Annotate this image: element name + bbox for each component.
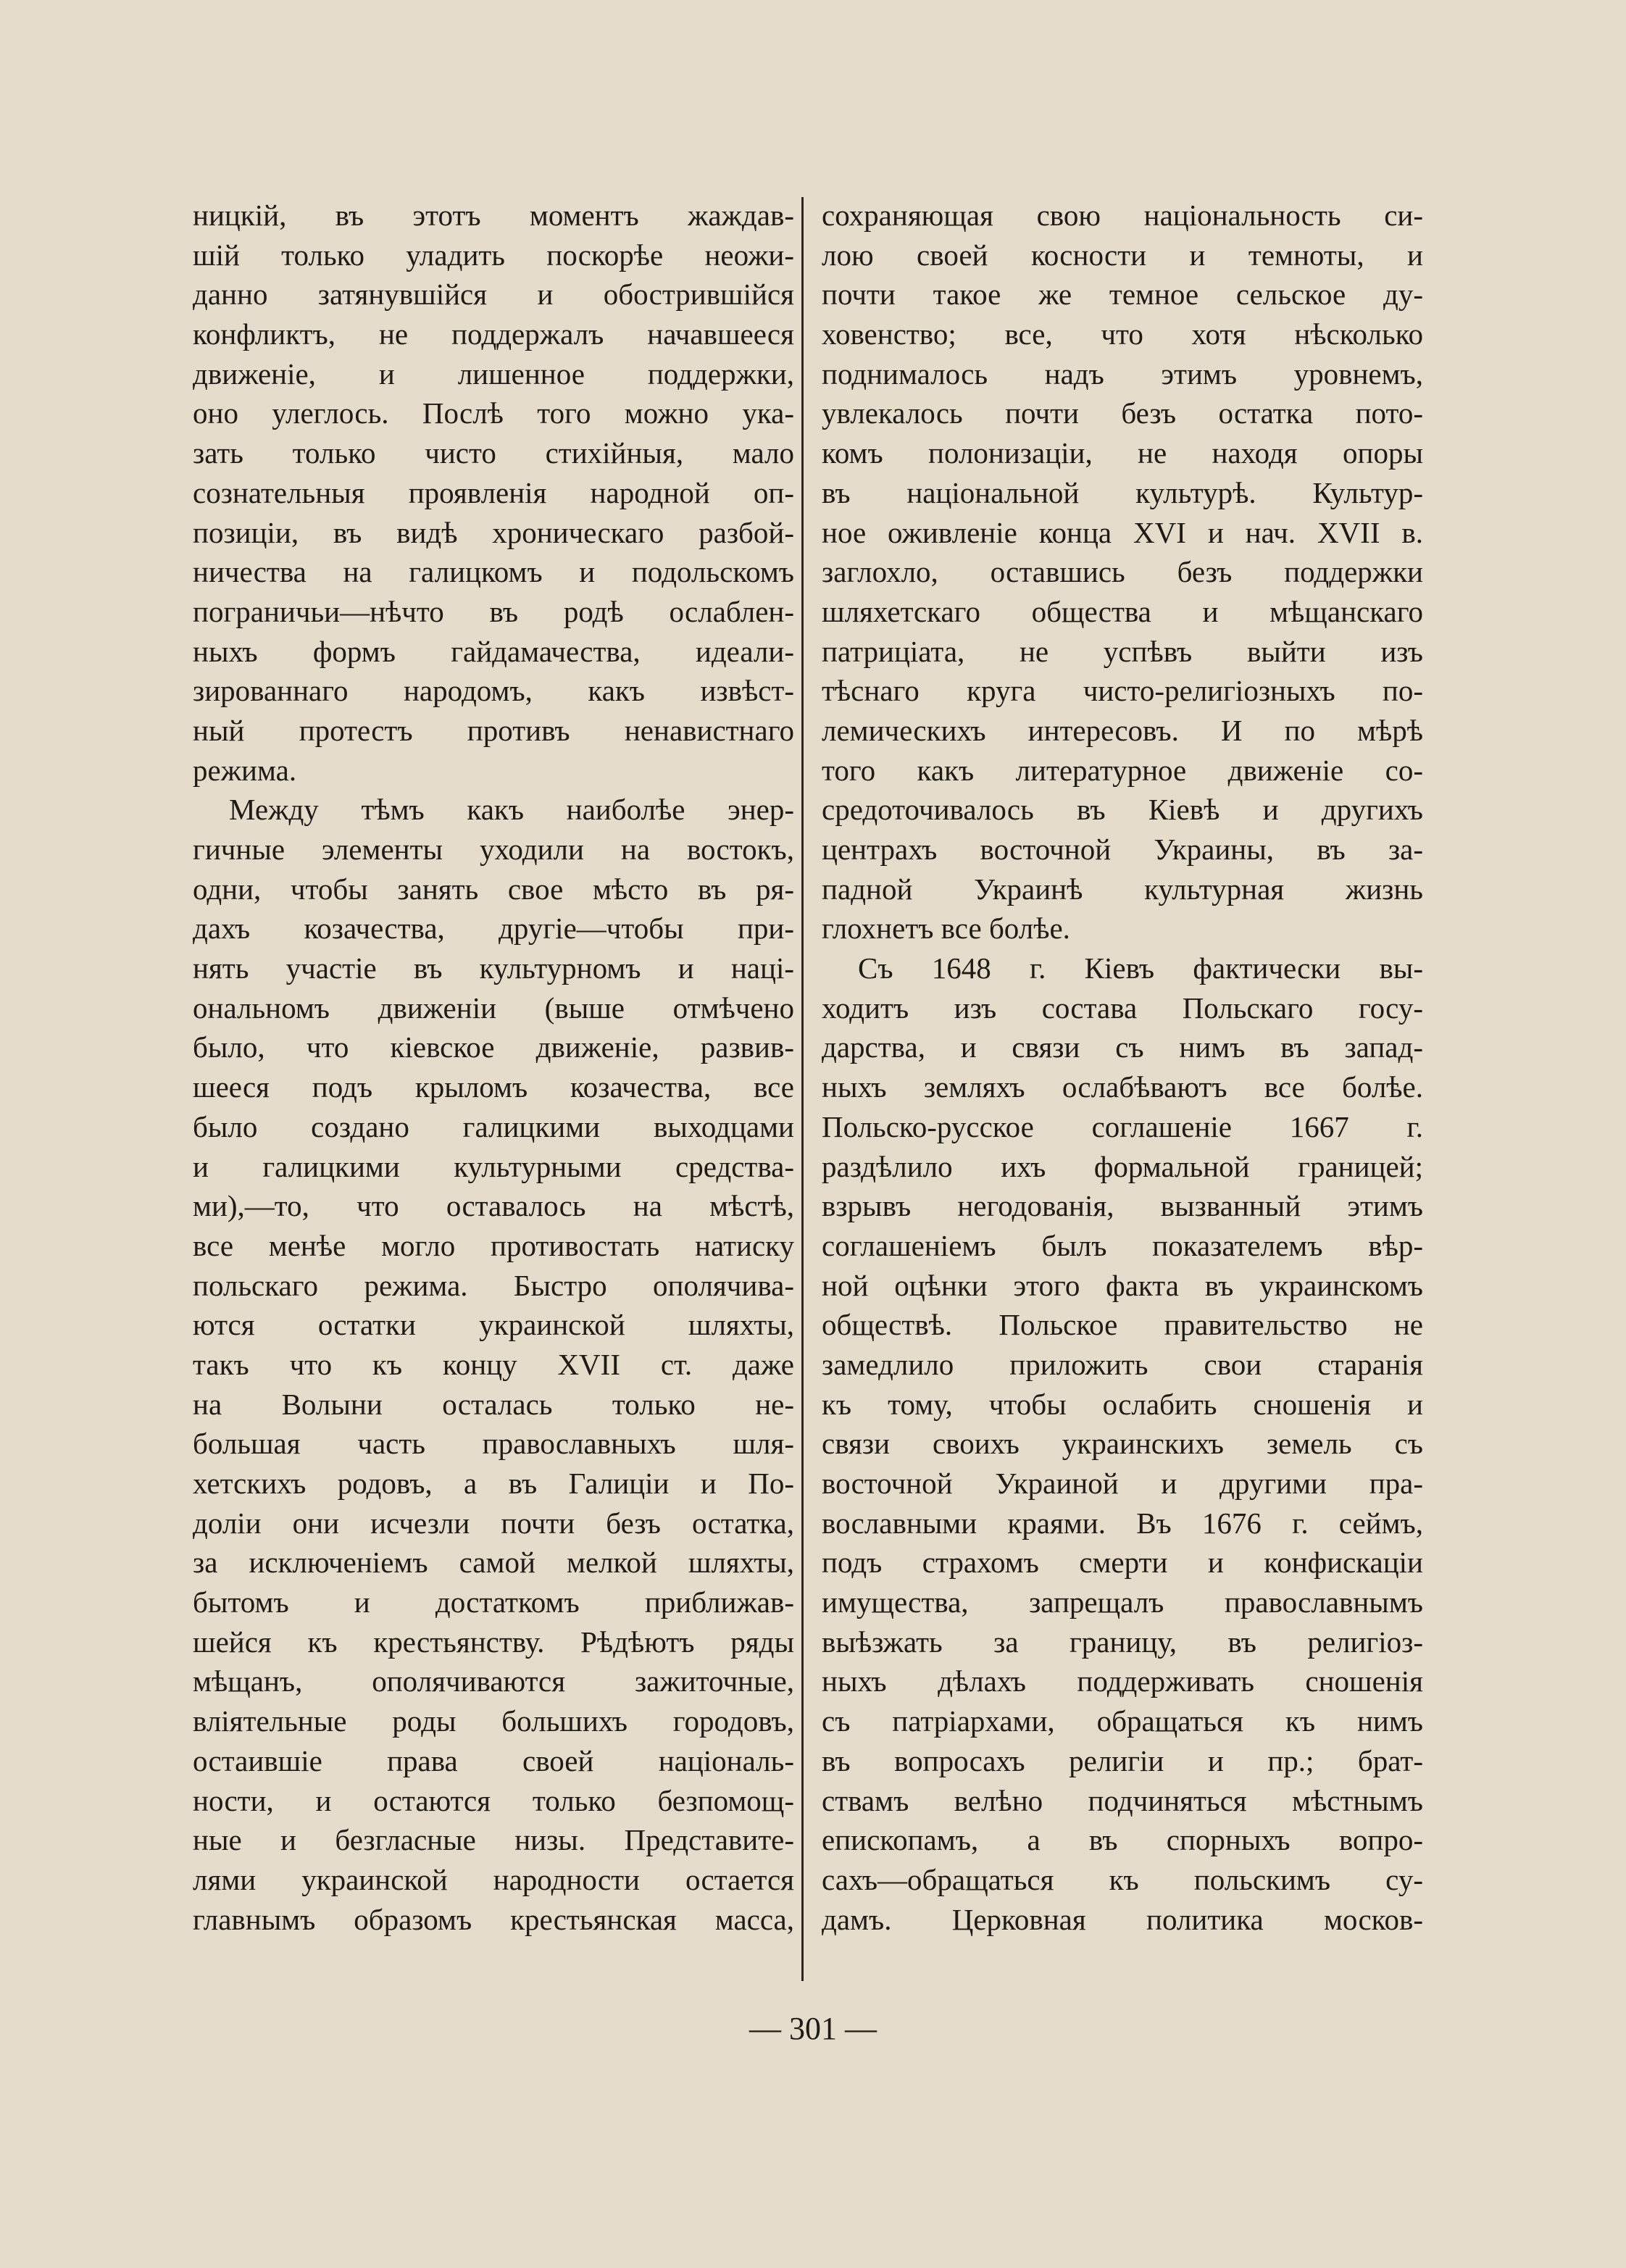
text-line: такъ что къ концу XVII ст. даже: [193, 1347, 794, 1381]
text-line: средоточивалось въ Кіевѣ и другихъ: [822, 793, 1423, 827]
text-line: къ тому, чтобы ослабить сношенія и: [822, 1387, 1423, 1421]
text-line: движеніе, и лишенное поддержки,: [193, 357, 794, 391]
text-line: пограничьи—нѣчто въ родѣ ослаблен-: [193, 594, 794, 628]
text-line: одни, чтобы занять свое мѣсто въ ря-: [193, 872, 794, 906]
left-column: [193, 196, 794, 1939]
text-line: шееся подъ крыломъ козачества, все: [193, 1070, 794, 1104]
text-line: съ патріархами, обращаться къ нимъ: [822, 1704, 1423, 1738]
text-line: соглашеніемъ былъ показателемъ вѣр-: [822, 1228, 1423, 1262]
text-line: центрахъ восточной Украины, въ за-: [822, 833, 1423, 866]
text-line: дарства, и связи съ нимъ въ запад-: [822, 1030, 1423, 1064]
column-rule: [801, 197, 804, 1981]
text-line: шляхетскаго общества и мѣщанскаго: [822, 594, 1423, 628]
text-line: шій только уладить поскорѣе неожи-: [193, 238, 794, 272]
text-line: мѣщанъ, ополячиваются зажиточные,: [193, 1664, 794, 1698]
text-line: почти такое же темное сельское ду-: [822, 278, 1423, 312]
text-line: комъ полонизаціи, не находя опоры: [822, 436, 1423, 470]
text-line: дамъ. Церковная политика москов-: [822, 1902, 1423, 1936]
text-line: ныхъ земляхъ ослабѣваютъ все болѣе.: [822, 1070, 1423, 1104]
text-line: вліятельные роды большихъ городовъ,: [193, 1704, 794, 1738]
text-line: тѣснаго круга чисто-религіозныхъ по-: [822, 674, 1423, 708]
text-line: и галицкими культурными средства-: [193, 1149, 794, 1183]
text-line: за исключеніемъ самой мелкой шляхты,: [193, 1546, 794, 1580]
text-line: дахъ козачества, другіе—чтобы при-: [193, 912, 794, 946]
text-line: увлекалось почти безъ остатка пото-: [822, 396, 1423, 430]
text-line: ми),—то, что оставалось на мѣстѣ,: [193, 1189, 794, 1223]
text-line: зированнаго народомъ, какъ извѣст-: [193, 674, 794, 708]
text-line: ничества на галицкомъ и подольскомъ: [193, 555, 794, 589]
text-line: ствамъ велѣно подчиняться мѣстнымъ: [822, 1783, 1423, 1817]
text-line: на Волыни осталась только не-: [193, 1387, 794, 1421]
text-line: ются остатки украинской шляхты,: [193, 1308, 794, 1342]
text-line: режима.: [193, 753, 297, 787]
text-line: ныхъ формъ гайдамачества, идеали-: [193, 634, 794, 668]
text-line: поднималось надъ этимъ уровнемъ,: [822, 357, 1423, 391]
text-line: въ вопросахъ религіи и пр.; брат-: [822, 1743, 1423, 1777]
text-line: лями украинской народности остается: [193, 1862, 794, 1896]
text-line: все менѣе могло противостать натиску: [193, 1228, 794, 1262]
text-line: замедлило приложить свои старанія: [822, 1347, 1423, 1381]
text-line: позиціи, въ видѣ хроническаго разбой-: [193, 515, 794, 549]
text-line: сохраняющая свою національность си-: [822, 199, 1423, 232]
text-line: Съ 1648 г. Кіевъ фактически вы-: [858, 951, 1423, 985]
text-line: остаившіе права своей національ-: [193, 1743, 794, 1777]
text-line: выѣзжать за границу, въ религіоз-: [822, 1625, 1423, 1659]
text-line: шейся къ крестьянству. Рѣдѣютъ ряды: [193, 1625, 794, 1659]
text-line: большая часть православныхъ шля-: [193, 1427, 794, 1461]
text-line: сахъ—обращаться къ польскимъ су-: [822, 1862, 1423, 1896]
text-line: ональномъ движеніи (выше отмѣчено: [193, 991, 794, 1025]
text-line: ной оцѣнки этого факта въ украинскомъ: [822, 1268, 1423, 1302]
text-line: ходитъ изъ состава Польскаго госу-: [822, 991, 1423, 1025]
text-line: главнымъ образомъ крестьянская масса,: [193, 1902, 794, 1936]
text-line: лою своей косности и темноты, и: [822, 238, 1423, 272]
text-line: было создано галицкими выходцами: [193, 1109, 794, 1143]
text-line: того какъ литературное движеніе со-: [822, 753, 1423, 787]
right-column: [822, 196, 1423, 1939]
text-line: ности, и остаются только безпомощ-: [193, 1783, 794, 1817]
text-line: ные и безгласные низы. Представите-: [193, 1823, 794, 1857]
text-line: нять участіе въ культурномъ и наці-: [193, 951, 794, 985]
text-line: доліи они исчезли почти безъ остатка,: [193, 1506, 794, 1540]
text-line: зать только чисто стихійныя, мало: [193, 436, 794, 470]
text-line: оно улеглось. Послѣ того можно ука-: [193, 396, 794, 430]
text-line: имущества, запрещалъ православнымъ: [822, 1585, 1423, 1619]
text-line: ныхъ дѣлахъ поддерживать сношенія: [822, 1664, 1423, 1698]
text-line: епископамъ, а въ спорныхъ вопро-: [822, 1823, 1423, 1857]
text-line: подъ страхомъ смерти и конфискаціи: [822, 1546, 1423, 1580]
text-line: заглохло, оставшись безъ поддержки: [822, 555, 1423, 589]
text-line: было, что кіевское движеніе, развив-: [193, 1030, 794, 1064]
text-line: Польско-русское соглашеніе 1667 г.: [822, 1109, 1423, 1143]
text-line: ное оживленіе конца XVI и нач. XVII в.: [822, 515, 1423, 549]
text-line: восточной Украиной и другими пра-: [822, 1467, 1423, 1500]
text-line: конфликтъ, не поддержалъ начавшееся: [193, 317, 794, 351]
text-line: падной Украинѣ культурная жизнь: [822, 872, 1423, 906]
text-line: ховенство; все, что хотя нѣсколько: [822, 317, 1423, 351]
text-line: вославными краями. Въ 1676 г. сеймъ,: [822, 1506, 1423, 1540]
text-line: ный протестъ противъ ненавистнаго: [193, 713, 794, 747]
text-line: раздѣлило ихъ формальной границей;: [822, 1149, 1423, 1183]
text-line: ницкій, въ этотъ моментъ жаждав-: [193, 199, 794, 232]
text-line: связи своихъ украинскихъ земель съ: [822, 1427, 1423, 1461]
text-line: польскаго режима. Быстро ополячива-: [193, 1268, 794, 1302]
text-line: въ національной культурѣ. Культур-: [822, 475, 1423, 509]
text-line: взрывъ негодованія, вызванный этимъ: [822, 1189, 1423, 1223]
text-line: Между тѣмъ какъ наиболѣе энер-: [229, 793, 794, 827]
page-number: — 301 —: [749, 2011, 877, 2046]
text-line: обществѣ. Польское правительство не: [822, 1308, 1423, 1342]
text-line: лемическихъ интересовъ. И по мѣрѣ: [822, 713, 1423, 747]
text-line: гичные элементы уходили на востокъ,: [193, 833, 794, 866]
text-line: патриціата, не успѣвъ выйти изъ: [822, 634, 1423, 668]
text-line: хетскихъ родовъ, а въ Галиціи и По-: [193, 1467, 794, 1500]
text-line: сознательныя проявленія народной оп-: [193, 475, 794, 509]
text-line: бытомъ и достаткомъ приближав-: [193, 1585, 794, 1619]
text-line: данно затянувшійся и обострившійся: [193, 278, 794, 312]
text-line: глохнетъ все болѣе.: [822, 912, 1070, 946]
